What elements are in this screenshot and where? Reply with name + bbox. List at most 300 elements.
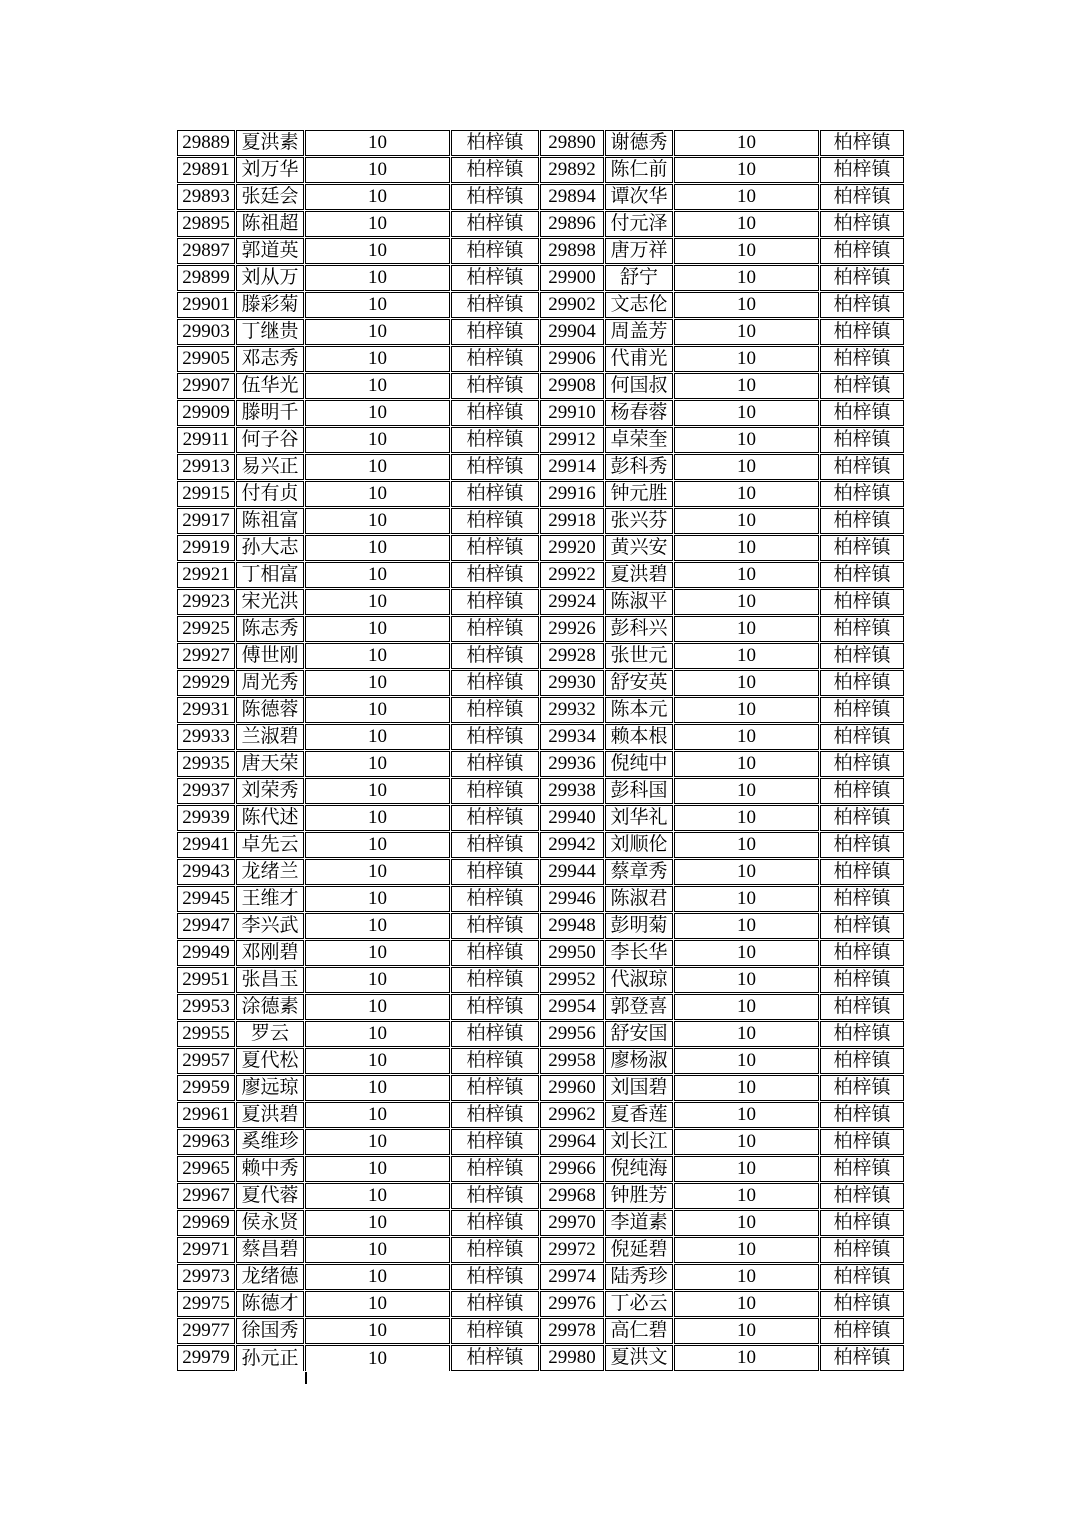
count-cell: 10 (305, 724, 450, 750)
name-cell: 龙绪德 (236, 1264, 304, 1290)
id-cell: 29949 (177, 940, 235, 966)
id-cell: 29907 (177, 373, 235, 399)
count-cell: 10 (674, 859, 819, 885)
id-cell: 29921 (177, 562, 235, 588)
id-cell: 29970 (540, 1210, 604, 1236)
table-row (177, 724, 904, 750)
name-cell: 刘荣秀 (236, 778, 304, 804)
town-cell: 柏梓镇 (451, 1291, 539, 1317)
count-cell: 10 (305, 157, 450, 183)
id-cell: 29955 (177, 1021, 235, 1047)
name-cell: 奚维珍 (236, 1129, 304, 1155)
count-cell: 10 (674, 454, 819, 480)
town-cell: 柏梓镇 (820, 1102, 904, 1128)
id-cell: 29967 (177, 1183, 235, 1209)
id-cell: 29924 (540, 589, 604, 615)
table-row (177, 1156, 904, 1182)
id-cell: 29892 (540, 157, 604, 183)
town-cell: 柏梓镇 (820, 238, 904, 264)
town-cell: 柏梓镇 (451, 859, 539, 885)
id-cell: 29974 (540, 1264, 604, 1290)
table-row (177, 373, 904, 399)
count-cell: 10 (305, 751, 450, 777)
id-cell: 29894 (540, 184, 604, 210)
town-cell: 柏梓镇 (820, 157, 904, 183)
town-cell: 柏梓镇 (451, 454, 539, 480)
id-cell: 29899 (177, 265, 235, 291)
count-cell: 10 (674, 562, 819, 588)
name-cell: 郭道英 (236, 238, 304, 264)
town-cell: 柏梓镇 (820, 589, 904, 615)
name-cell: 代淑琼 (605, 967, 673, 993)
id-cell: 29965 (177, 1156, 235, 1182)
id-cell: 29971 (177, 1237, 235, 1263)
town-cell: 柏梓镇 (820, 454, 904, 480)
count-cell: 10 (305, 1210, 450, 1236)
name-cell: 陈仁前 (605, 157, 673, 183)
table-row (177, 1345, 904, 1371)
name-cell: 舒宁 (605, 265, 673, 291)
id-cell: 29929 (177, 670, 235, 696)
name-cell: 夏代蓉 (236, 1183, 304, 1209)
table-row (177, 265, 904, 291)
town-cell: 柏梓镇 (451, 1210, 539, 1236)
count-cell: 10 (674, 481, 819, 507)
id-cell: 29922 (540, 562, 604, 588)
id-cell: 29902 (540, 292, 604, 318)
count-cell: 10 (305, 346, 450, 372)
count-cell: 10 (305, 319, 450, 345)
town-cell: 柏梓镇 (820, 805, 904, 831)
town-cell: 柏梓镇 (820, 859, 904, 885)
town-cell: 柏梓镇 (451, 1102, 539, 1128)
town-cell: 柏梓镇 (820, 562, 904, 588)
town-cell: 柏梓镇 (820, 886, 904, 912)
town-cell: 柏梓镇 (451, 319, 539, 345)
id-cell: 29957 (177, 1048, 235, 1074)
town-cell: 柏梓镇 (451, 940, 539, 966)
count-cell: 10 (305, 1075, 450, 1101)
name-cell: 彭科兴 (605, 616, 673, 642)
name-cell: 伍华光 (236, 373, 304, 399)
count-cell: 10 (305, 1237, 450, 1263)
name-cell: 丁相富 (236, 562, 304, 588)
town-cell: 柏梓镇 (820, 1075, 904, 1101)
table-row (177, 184, 904, 210)
town-cell: 柏梓镇 (820, 1237, 904, 1263)
name-cell: 夏洪碧 (605, 562, 673, 588)
count-cell: 10 (305, 211, 450, 237)
town-cell: 柏梓镇 (820, 1264, 904, 1290)
name-cell: 夏代松 (236, 1048, 304, 1074)
count-cell: 10 (674, 1183, 819, 1209)
count-cell: 10 (674, 238, 819, 264)
count-cell: 10 (674, 292, 819, 318)
name-cell: 卓荣奎 (605, 427, 673, 453)
id-cell: 29923 (177, 589, 235, 615)
id-cell: 29934 (540, 724, 604, 750)
town-cell: 柏梓镇 (451, 1237, 539, 1263)
town-cell: 柏梓镇 (451, 1048, 539, 1074)
name-cell: 李长华 (605, 940, 673, 966)
count-cell: 10 (674, 913, 819, 939)
count-cell: 10 (674, 994, 819, 1020)
table-row (177, 616, 904, 642)
name-cell: 卓先云 (236, 832, 304, 858)
name-cell: 张世元 (605, 643, 673, 669)
count-cell: 10 (305, 778, 450, 804)
id-cell: 29919 (177, 535, 235, 561)
town-cell: 柏梓镇 (451, 886, 539, 912)
town-cell: 柏梓镇 (451, 427, 539, 453)
count-cell: 10 (674, 184, 819, 210)
table-row (177, 1102, 904, 1128)
name-cell: 唐天荣 (236, 751, 304, 777)
name-cell: 高仁碧 (605, 1318, 673, 1344)
name-cell: 舒安国 (605, 1021, 673, 1047)
count-cell: 10 (674, 508, 819, 534)
count-cell: 10 (674, 1102, 819, 1128)
table-row (177, 643, 904, 669)
name-cell: 谢德秀 (605, 130, 673, 156)
name-cell: 赖本根 (605, 724, 673, 750)
count-cell: 10 (674, 724, 819, 750)
table-row (177, 589, 904, 615)
id-cell: 29928 (540, 643, 604, 669)
town-cell: 柏梓镇 (820, 400, 904, 426)
name-cell: 陈德蓉 (236, 697, 304, 723)
count-cell: 10 (305, 994, 450, 1020)
count-cell: 10 (305, 562, 450, 588)
id-cell: 29950 (540, 940, 604, 966)
table-row (177, 1021, 904, 1047)
count-cell: 10 (674, 319, 819, 345)
count-cell: 10 (305, 697, 450, 723)
count-cell: 10 (674, 940, 819, 966)
count-cell: 10 (674, 643, 819, 669)
table-row (177, 1183, 904, 1209)
name-cell: 傅世刚 (236, 643, 304, 669)
id-cell: 29896 (540, 211, 604, 237)
town-cell: 柏梓镇 (451, 778, 539, 804)
count-cell: 10 (674, 1291, 819, 1317)
table-row (177, 1237, 904, 1263)
id-cell: 29959 (177, 1075, 235, 1101)
name-cell: 邓志秀 (236, 346, 304, 372)
table-row (177, 454, 904, 480)
count-cell: 10 (674, 697, 819, 723)
count-cell: 10 (305, 508, 450, 534)
name-cell: 张昌玉 (236, 967, 304, 993)
id-cell: 29927 (177, 643, 235, 669)
town-cell: 柏梓镇 (451, 1318, 539, 1344)
town-cell: 柏梓镇 (820, 697, 904, 723)
town-cell: 柏梓镇 (820, 1183, 904, 1209)
name-cell: 陈祖富 (236, 508, 304, 534)
table-row (177, 913, 904, 939)
id-cell: 29964 (540, 1129, 604, 1155)
id-cell: 29941 (177, 832, 235, 858)
name-cell: 赖中秀 (236, 1156, 304, 1182)
name-cell: 蔡昌碧 (236, 1237, 304, 1263)
count-cell: 10 (674, 670, 819, 696)
count-cell: 10 (674, 886, 819, 912)
table-row (177, 670, 904, 696)
name-cell: 李兴武 (236, 913, 304, 939)
town-cell: 柏梓镇 (451, 589, 539, 615)
name-cell: 廖杨淑 (605, 1048, 673, 1074)
town-cell: 柏梓镇 (451, 292, 539, 318)
count-cell: 10 (305, 454, 450, 480)
count-cell: 10 (674, 130, 819, 156)
town-cell: 柏梓镇 (820, 211, 904, 237)
name-cell: 杨春蓉 (605, 400, 673, 426)
name-cell: 兰淑碧 (236, 724, 304, 750)
town-cell: 柏梓镇 (820, 1291, 904, 1317)
id-cell: 29916 (540, 481, 604, 507)
id-cell: 29975 (177, 1291, 235, 1317)
name-cell: 周光秀 (236, 670, 304, 696)
table-row (177, 130, 904, 156)
count-cell: 10 (305, 1345, 450, 1371)
name-cell: 舒安英 (605, 670, 673, 696)
name-cell: 孙元正 (236, 1345, 304, 1371)
count-cell: 10 (305, 373, 450, 399)
count-cell: 10 (674, 1075, 819, 1101)
count-cell: 10 (674, 589, 819, 615)
id-cell: 29909 (177, 400, 235, 426)
name-cell: 陈淑君 (605, 886, 673, 912)
name-cell: 侯永贤 (236, 1210, 304, 1236)
count-cell: 10 (674, 1318, 819, 1344)
id-cell: 29940 (540, 805, 604, 831)
table-row (177, 697, 904, 723)
town-cell: 柏梓镇 (451, 535, 539, 561)
id-cell: 29897 (177, 238, 235, 264)
count-cell: 10 (674, 427, 819, 453)
town-cell: 柏梓镇 (820, 130, 904, 156)
town-cell: 柏梓镇 (451, 373, 539, 399)
table-row (177, 562, 904, 588)
count-cell: 10 (674, 157, 819, 183)
name-cell: 文志伦 (605, 292, 673, 318)
table-border-artifact (305, 1372, 307, 1384)
town-cell: 柏梓镇 (451, 508, 539, 534)
count-cell: 10 (674, 265, 819, 291)
town-cell: 柏梓镇 (451, 184, 539, 210)
table-row (177, 1075, 904, 1101)
count-cell: 10 (305, 589, 450, 615)
count-cell: 10 (674, 751, 819, 777)
town-cell: 柏梓镇 (820, 940, 904, 966)
id-cell: 29979 (177, 1345, 235, 1371)
count-cell: 10 (674, 1021, 819, 1047)
count-cell: 10 (305, 481, 450, 507)
id-cell: 29953 (177, 994, 235, 1020)
id-cell: 29903 (177, 319, 235, 345)
count-cell: 10 (305, 130, 450, 156)
name-cell: 张兴芬 (605, 508, 673, 534)
table-row (177, 805, 904, 831)
id-cell: 29906 (540, 346, 604, 372)
name-cell: 何子谷 (236, 427, 304, 453)
name-cell: 代甫光 (605, 346, 673, 372)
town-cell: 柏梓镇 (451, 1345, 539, 1371)
count-cell: 10 (305, 1129, 450, 1155)
name-cell: 陈淑平 (605, 589, 673, 615)
count-cell: 10 (305, 238, 450, 264)
town-cell: 柏梓镇 (451, 562, 539, 588)
id-cell: 29889 (177, 130, 235, 156)
count-cell: 10 (305, 886, 450, 912)
table-row (177, 238, 904, 264)
name-cell: 涂德素 (236, 994, 304, 1020)
count-cell: 10 (674, 1048, 819, 1074)
town-cell: 柏梓镇 (820, 778, 904, 804)
name-cell: 宋光洪 (236, 589, 304, 615)
id-cell: 29980 (540, 1345, 604, 1371)
count-cell: 10 (674, 1129, 819, 1155)
town-cell: 柏梓镇 (820, 1129, 904, 1155)
count-cell: 10 (305, 670, 450, 696)
name-cell: 刘万华 (236, 157, 304, 183)
count-cell: 10 (305, 400, 450, 426)
name-cell: 刘国碧 (605, 1075, 673, 1101)
count-cell: 10 (305, 1156, 450, 1182)
id-cell: 29978 (540, 1318, 604, 1344)
name-cell: 丁继贵 (236, 319, 304, 345)
name-cell: 陈代述 (236, 805, 304, 831)
name-cell: 夏香莲 (605, 1102, 673, 1128)
count-cell: 10 (674, 805, 819, 831)
town-cell: 柏梓镇 (451, 751, 539, 777)
count-cell: 10 (305, 292, 450, 318)
name-cell: 张廷会 (236, 184, 304, 210)
count-cell: 10 (305, 1291, 450, 1317)
id-cell: 29972 (540, 1237, 604, 1263)
name-cell: 谭次华 (605, 184, 673, 210)
table-row (177, 1048, 904, 1074)
table-row (177, 535, 904, 561)
town-cell: 柏梓镇 (820, 994, 904, 1020)
roster-table (176, 129, 905, 1372)
count-cell: 10 (305, 1264, 450, 1290)
count-cell: 10 (674, 1237, 819, 1263)
town-cell: 柏梓镇 (451, 211, 539, 237)
id-cell: 29942 (540, 832, 604, 858)
table-row (177, 859, 904, 885)
name-cell: 罗云 (236, 1021, 304, 1047)
name-cell: 付有贞 (236, 481, 304, 507)
id-cell: 29958 (540, 1048, 604, 1074)
town-cell: 柏梓镇 (820, 508, 904, 534)
table-row (177, 427, 904, 453)
name-cell: 刘从万 (236, 265, 304, 291)
name-cell: 易兴正 (236, 454, 304, 480)
name-cell: 孙大志 (236, 535, 304, 561)
count-cell: 10 (305, 1048, 450, 1074)
table-row (177, 751, 904, 777)
town-cell: 柏梓镇 (451, 1129, 539, 1155)
count-cell: 10 (305, 1183, 450, 1209)
name-cell: 彭科国 (605, 778, 673, 804)
id-cell: 29905 (177, 346, 235, 372)
town-cell: 柏梓镇 (820, 292, 904, 318)
id-cell: 29966 (540, 1156, 604, 1182)
id-cell: 29910 (540, 400, 604, 426)
name-cell: 陆秀珍 (605, 1264, 673, 1290)
id-cell: 29926 (540, 616, 604, 642)
town-cell: 柏梓镇 (820, 724, 904, 750)
count-cell: 10 (305, 643, 450, 669)
table-row (177, 967, 904, 993)
id-cell: 29961 (177, 1102, 235, 1128)
id-cell: 29962 (540, 1102, 604, 1128)
table-row (177, 292, 904, 318)
table-row (177, 508, 904, 534)
name-cell: 夏洪素 (236, 130, 304, 156)
id-cell: 29976 (540, 1291, 604, 1317)
town-cell: 柏梓镇 (820, 967, 904, 993)
town-cell: 柏梓镇 (451, 724, 539, 750)
name-cell: 钟元胜 (605, 481, 673, 507)
count-cell: 10 (305, 1102, 450, 1128)
name-cell: 刘顺伦 (605, 832, 673, 858)
id-cell: 29915 (177, 481, 235, 507)
town-cell: 柏梓镇 (820, 265, 904, 291)
count-cell: 10 (674, 373, 819, 399)
count-cell: 10 (305, 832, 450, 858)
id-cell: 29938 (540, 778, 604, 804)
town-cell: 柏梓镇 (451, 670, 539, 696)
town-cell: 柏梓镇 (820, 670, 904, 696)
town-cell: 柏梓镇 (820, 616, 904, 642)
count-cell: 10 (305, 967, 450, 993)
name-cell: 李道素 (605, 1210, 673, 1236)
town-cell: 柏梓镇 (451, 1075, 539, 1101)
id-cell: 29951 (177, 967, 235, 993)
town-cell: 柏梓镇 (451, 913, 539, 939)
name-cell: 倪纯海 (605, 1156, 673, 1182)
count-cell: 10 (674, 778, 819, 804)
table-row (177, 346, 904, 372)
id-cell: 29935 (177, 751, 235, 777)
count-cell: 10 (674, 346, 819, 372)
id-cell: 29925 (177, 616, 235, 642)
name-cell: 何国叔 (605, 373, 673, 399)
count-cell: 10 (305, 913, 450, 939)
count-cell: 10 (674, 400, 819, 426)
name-cell: 倪纯中 (605, 751, 673, 777)
town-cell: 柏梓镇 (820, 1048, 904, 1074)
name-cell: 黄兴安 (605, 535, 673, 561)
id-cell: 29939 (177, 805, 235, 831)
id-cell: 29900 (540, 265, 604, 291)
town-cell: 柏梓镇 (820, 1318, 904, 1344)
name-cell: 付元泽 (605, 211, 673, 237)
id-cell: 29973 (177, 1264, 235, 1290)
id-cell: 29891 (177, 157, 235, 183)
count-cell: 10 (305, 1318, 450, 1344)
id-cell: 29943 (177, 859, 235, 885)
count-cell: 10 (674, 832, 819, 858)
town-cell: 柏梓镇 (820, 1210, 904, 1236)
count-cell: 10 (674, 211, 819, 237)
id-cell: 29931 (177, 697, 235, 723)
table-row (177, 319, 904, 345)
table-row (177, 940, 904, 966)
town-cell: 柏梓镇 (451, 643, 539, 669)
